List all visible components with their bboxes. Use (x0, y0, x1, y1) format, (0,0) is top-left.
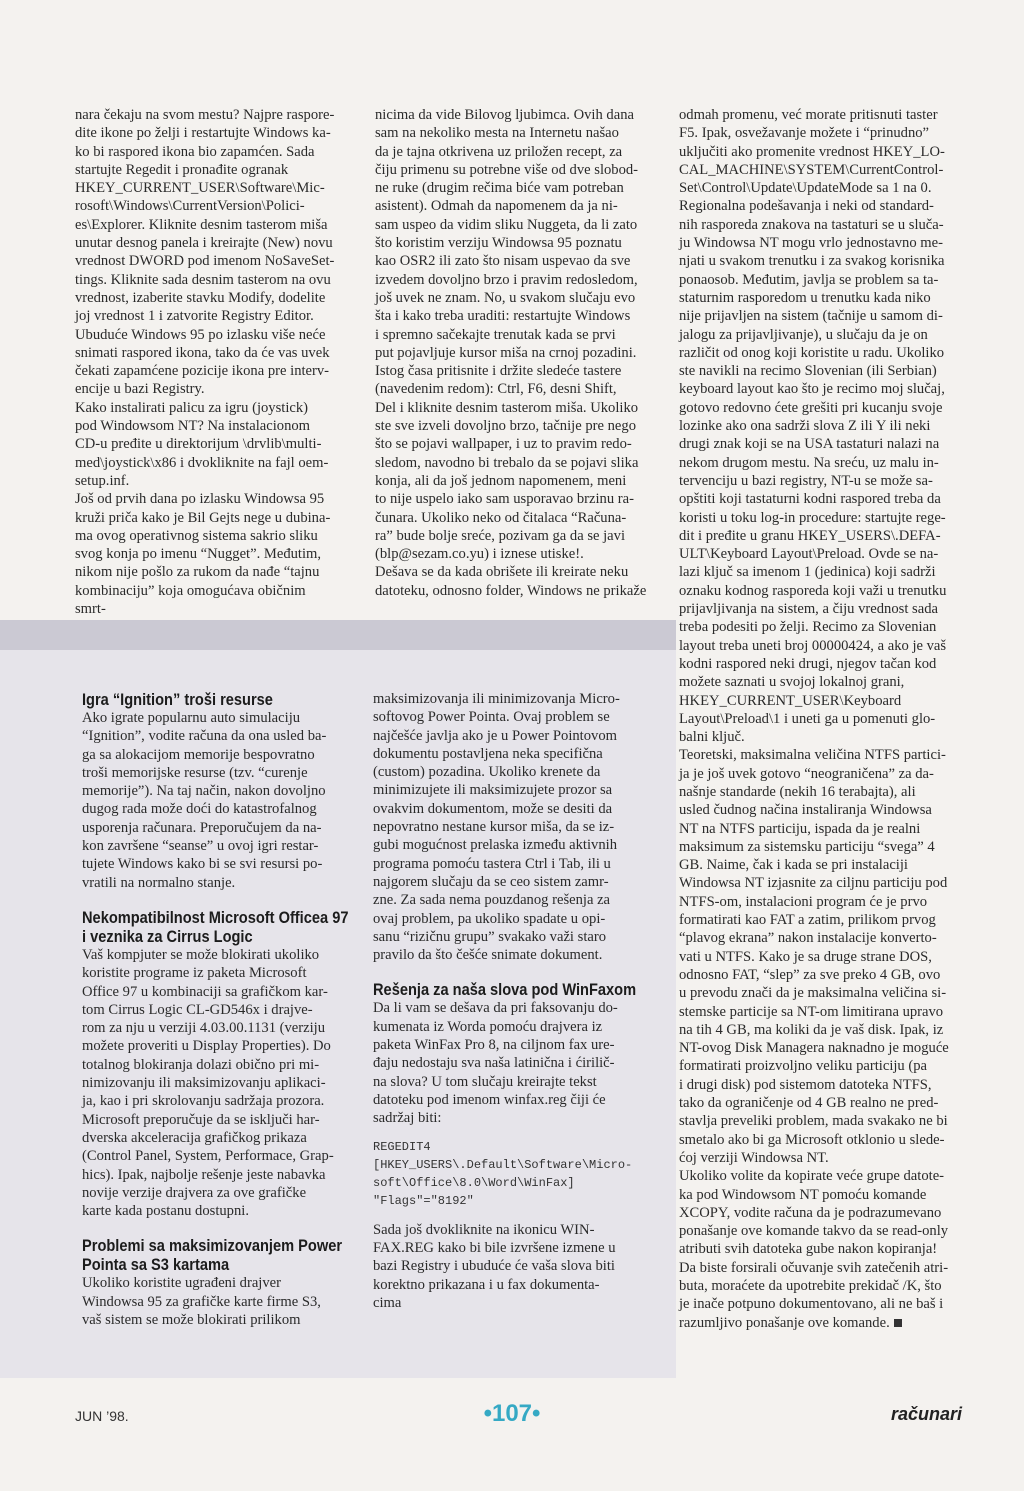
text-line: gubi mogućnost prelaska između aktivnih (373, 837, 617, 854)
text-line: datoteku, odnosno folder, Windows ne prikaže (375, 582, 647, 599)
text-line: karte kada postanu dostupni. (82, 1203, 249, 1220)
text-line: dugog rada može doći do katastrofalnog (82, 801, 317, 818)
text-line: totalnog blokiranja dolazi obično pri mi- (82, 1056, 320, 1073)
text-line: unutar desnog panela i kreirajte (New) novu (75, 235, 333, 252)
text-line: F5. Ipak, osvežavanje možete i “prinudno” (679, 125, 930, 142)
text-line: dverska akceleracija grafičkog prikaza (82, 1129, 307, 1146)
text-line: konja, ali da još jednom napomenem, meni (375, 472, 627, 489)
text-line: HKEY_CURRENT_USER\Keyboard (679, 692, 902, 709)
text-line: nicima da vide Bilovog ljubimca. Ovih dana (375, 107, 634, 123)
text-line: keyboard layout kao što je recimo moj slučaj, (679, 381, 945, 398)
text-line: ka pod Windowsom NT pomoću komande (679, 1186, 927, 1203)
text-line: vrednost DWORD pod imenom NoSaveSet- (75, 253, 335, 270)
text-line: novije verzije drajvera za ove grafičke (82, 1184, 307, 1201)
text-line: je inače potpuno dokumentovano, ali ne baš i (679, 1296, 944, 1313)
text-line: da je tajna otkrivena uz priložen recept, za (375, 143, 623, 160)
text-line: sledom, navodno bi trebalo da se pojavi slika (375, 454, 639, 471)
text-line: Windowsa 95 za grafičke karte firme S3, (82, 1293, 321, 1310)
text-line: kombinaciju” koja omogućava običnim smrt- (75, 582, 306, 618)
text-line: usporenja računara. Preporučujem da na- (82, 819, 322, 836)
text-line: u prevodu znači da je maksimalna veličina si- (679, 985, 947, 1002)
text-line: koristite programe iz paketa Microsoft (82, 965, 307, 982)
text-line: sanu “rizičnu grupu” svakako važi staro (373, 928, 607, 945)
text-line: najgorem slučaju da se ceo sistem zamr- (373, 873, 609, 890)
text-line: ja je još uvek gotovo “neograničena” za da- (679, 765, 934, 782)
text-line: našnje standarde (nekih 16 terabajta), ali (679, 783, 916, 800)
magazine-brand: računari (890, 1404, 962, 1424)
text-line: Sada još dvokliknite na ikonicu WIN- (373, 1221, 595, 1238)
text-line: ja, kao i pri skrolovanju sadržaja prozora. (82, 1093, 325, 1110)
text-line: šta i kako treba uraditi: restartujte Windows (375, 308, 631, 325)
text-line: koristi u toku log-in procedure: startujte rege- (679, 509, 946, 526)
text-line: FAX.REG kako bi bile izvršene izmene u (373, 1240, 616, 1257)
text-line: GB. Naime, čak i kada se pri instalaciji (679, 857, 908, 874)
text-line: CAL_MACHINE\SYSTEM\CurrentControl- (679, 161, 944, 178)
text-line: NT na NTFS particiju, ispada da je realni (679, 820, 921, 837)
text-line: Da biste forsirali očuvanje svih zatečenih atri- (679, 1259, 949, 1276)
text-line: nimizovanju ili maksimizovanju aplikaci- (82, 1075, 326, 1092)
text-line: (Control Panel, System, Performace, Grap- (82, 1148, 334, 1165)
text-line: kon završene “seanse” u ovoj igri restar- (82, 838, 319, 855)
text-line: Vaš kompjuter se može blokirati ukoliko (82, 946, 320, 963)
text-line: layout treba uneti broj 00000424, a ako je vaš (679, 637, 947, 654)
text-line: Ubuduće Windows 95 po izlasku više neće (75, 326, 326, 343)
text-line: (navedenim redom): Ctrl, F6, desni Shift, (375, 381, 617, 398)
text-line: balni ključ. (679, 729, 745, 746)
text-line: ovaj problem, pa ukoliko spadate u opi- (373, 910, 606, 927)
text-line: bazi Registry i ubuduće će vaša slova biti (373, 1258, 615, 1275)
text-line: oznaku kodnog rasporeda koji važi u trenutku (679, 582, 947, 599)
text-line: maksimum za sistemsku particiju “svega” 4 (679, 838, 935, 855)
text-line: Kako instalirati palicu za igru (joystick) (75, 399, 309, 416)
text-line: i drugi disk) pod sistemom datoteka NTFS, (679, 1076, 932, 1093)
text-line: (blp@sezam.co.yu) i iznese utiske!. (375, 546, 584, 563)
text-line: “Ignition”, vodite računa da ona usled ba- (82, 728, 327, 745)
text-line: ko bi raspored ikona bio zapamćen. Sada (75, 143, 315, 160)
text-line: atributi svih datoteka gube nakon kopiranja! (679, 1241, 938, 1258)
text-line: [HKEY_USERS\.Default\Software\Micro- (373, 1157, 633, 1172)
text-line: na slova? U tom slučaju kreirajte tekst (373, 1073, 597, 1090)
text-line: uključiti ako promenite vrednost HKEY_LO- (679, 143, 945, 160)
text-line: dite ikone po želji i restartujte Windows ka- (75, 125, 331, 142)
text-line: HKEY_CURRENT_USER\Software\Mic- (75, 180, 325, 197)
text-line: joj vrednost 1 i zatvorite Registry Editor. (75, 308, 314, 325)
text-line: maksimizovanja ili minimizovanja Micro- (373, 691, 620, 707)
text-line: (custom) pozadina. Ukoliko krenete da (373, 764, 601, 781)
text-line: Regionalna podešavanja i neki od standard- (679, 198, 934, 215)
text-line: Teoretski, maksimalna veličina NTFS partici- (679, 747, 946, 764)
page-number: •107• (483, 1400, 541, 1427)
text-line: pravilo da što češće snimate dokument. (373, 947, 603, 964)
text-line: kao OSR2 ili zato što nisam uspevao da sve (375, 253, 631, 270)
text-line: rom za nju u verziji 4.03.00.1131 (verziju (82, 1020, 326, 1037)
text-line: setup.inf. (75, 472, 130, 489)
text-line: lozinke ako ona sadrži slova Z ili Y ili neki (679, 418, 931, 435)
text-line: to nije uspelo iako sam usporavao brzinu ra- (375, 491, 634, 508)
text-line: prijavljivanja na sistem, a čiju vrednost sada (679, 601, 938, 618)
heading-ignition: Igra “Ignition” troši resurse (82, 690, 273, 709)
text-line: Set\Control\Update\UpdateMode sa 1 na 0. (679, 180, 932, 197)
text-line: Windowsa NT izjasnite za ciljnu particiju pod (679, 875, 948, 892)
text-line: med\joystick\x86 i dvokliknite na fajl oem- (75, 454, 329, 471)
text-line: dit i pređite u granu HKEY_USERS\.DEFA- (679, 527, 941, 544)
text-line: svog konja po imenu “Nugget”. Međutim, (75, 546, 322, 563)
text-line: formatirati kao FAT a zatim, prilikom prvog (679, 912, 936, 929)
text-line: vratili na normalno stanje. (82, 874, 236, 891)
text-line: odmah promenu, već morate pritisnuti taster (679, 107, 938, 123)
sidebar-column-1 (82, 690, 350, 1329)
text-line: kumenata iz Worda pomoću drajvera iz (373, 1018, 603, 1035)
text-line: ste navikli na recimo Slovenian (ili Serbian) (679, 363, 937, 380)
text-line: različit od onog koji koristite u radu. Ukoliko (679, 344, 945, 361)
text-line: zne. Za sada nema pouzdanog rešenja za (373, 892, 611, 909)
text-line: čekati zapamćene pozicije ikona pre interv- (75, 363, 330, 380)
text-line: soft\Office\8.0\Word\WinFax] (373, 1176, 575, 1191)
text-line: nara čekaju na svom mestu? Najpre raspore- (75, 107, 335, 123)
text-line: đaju nedostaju sva naša latinična i ćirilič- (373, 1055, 615, 1072)
text-line: NT-ovog Disk Managera naknadno je moguće (679, 1040, 949, 1057)
text-line: Dešava se da kada obrišete ili kreirate neku (375, 564, 629, 581)
text-line: razumljivo ponašanje ove komande. (679, 1314, 961, 1332)
text-line: kodni raspored neki drugi, njegov tačan kod (679, 655, 937, 672)
text-line: startujte Regedit i pronađite ogranak (75, 161, 289, 178)
text-line: tom Cirrus Logic CL-GD546x i drajve- (82, 1001, 313, 1018)
text-line: softovog Power Pointa. Ovaj problem se (373, 709, 610, 726)
text-line: rosoft\Windows\CurrentVersion\Polici- (75, 198, 305, 215)
text-line: programa pomoću tastera Ctrl i Tab, ili u (373, 855, 611, 872)
text-line: smetalo ako bi ga Microsoft otklonio u slede- (679, 1131, 945, 1148)
issue-date: JUN ’98. (75, 1408, 129, 1424)
text-line: buta, moraćete da upotrebite prekidač /K, što (679, 1278, 942, 1294)
text-line: izvedem dovoljno brzo i pravim redosledom, (375, 271, 638, 288)
text-line: korektno prikazana i u fax dokumenta- (373, 1276, 600, 1293)
text-line: tako da ograničenje od 4 GB realno ne pred- (679, 1095, 939, 1112)
text-line: put pojavljuje kursor miša na crnoj pozadini. (375, 344, 637, 361)
text-line: što se pojavi wallpaper, i uz to pravim redo- (375, 436, 632, 453)
column-3 (679, 106, 961, 1332)
text-line: Office 97 u kombinaciji sa grafičkom kar- (82, 983, 328, 1000)
text-line: vati u NTFS. Kako je sa druge strane DOS, (679, 948, 932, 965)
text-line: lazi ključ sa imenom 1 (jedinica) koji sadrži (679, 564, 936, 581)
text-line: snimati raspored ikona, tako da će vas uvek (75, 344, 330, 361)
text-line: ne ruke (drugim rečima biće vam potreban (375, 180, 624, 197)
text-line: formatirati proizvoljno veliku particiju (pa (679, 1058, 928, 1075)
text-line: sadržaj biti: (373, 1110, 442, 1127)
text-line: ovakvim dokumentom, može se desiti da (373, 800, 613, 817)
text-line: Layout\Preload\1 i uneti ga u pomenuti glo- (679, 710, 936, 727)
text-line: staturnim rasporedom u trenutku kada niko (679, 289, 931, 306)
text-line: čunara. Ukoliko neko od čitalaca “Računa- (375, 509, 627, 526)
text-line: stemske particije sa NT-om limitirana upravo (679, 1003, 944, 1020)
text-line: sam uspeo da vidim sliku Nuggeta, da li zato (375, 216, 638, 233)
text-line: ponašanje ove komande takvo da se read-only (679, 1223, 949, 1240)
text-line: čiju primenu su potrebne više od dve slobod- (375, 161, 639, 178)
text-line: vaš sistem se može blokirati prilikom (82, 1312, 301, 1329)
text-line: nepovratno nestane kursor miša, da se iz- (373, 819, 615, 836)
sidebar-column-2 (373, 690, 653, 1312)
text-line: Ukoliko koristite ugrađeni drajver (82, 1275, 281, 1292)
text-line: pod Windowsom NT? Na instalacionom (75, 418, 311, 435)
text-line: datoteku pod imenom winfax.reg čiji će (373, 1091, 606, 1108)
text-line: Ako igrate popularnu auto simulaciju (82, 710, 301, 726)
text-line: "Flags"="8192" (373, 1194, 474, 1209)
text-line: vrednost, izaberite stavku Modify, dodelite (75, 289, 326, 306)
text-line: XCOPY, vodite računa da je podrazumevano (679, 1204, 942, 1221)
text-line: još uvek ne znam. No, u svakom slučaju evo (375, 289, 636, 306)
text-line: ra” bude bolje sreće, pozivam ga da se javi (375, 527, 626, 544)
text-line: Istog časa pritisnite i držite sledeće tastere (375, 363, 622, 380)
text-line: drugi znak koji se na USA tastaturi nalazi na (679, 436, 940, 453)
text-line: troši memorijske resurse (tzv. “curenje (82, 764, 308, 781)
text-line: kruži priča kako je Bil Gejts nege u dubina- (75, 509, 331, 526)
text-line: memorije”). Na taj način, nakon dovoljno (82, 783, 326, 800)
text-line: dokumentu postavljena neka specifična (373, 745, 603, 762)
text-line: odnosno FAT, “slep” za sve preko 4 GB, ovo (679, 966, 941, 983)
text-line: na tih 4 GB, ma koliki da je vaš disk. Ipak, iz (679, 1021, 944, 1038)
text-line: ULT\Keyboard Layout\Preload. Ovde se na- (679, 546, 939, 563)
text-line: nikom nije pošlo za rukom da nađe “tajnu (75, 564, 320, 581)
text-line: možete saznati u svojoj lokalnoj grani, (679, 674, 905, 691)
text-line: Još od prvih dana po izlasku Windowsa 95 (75, 491, 325, 508)
text-line: es\Explorer. Kliknite desnim tasterom miša (75, 216, 328, 233)
text-line: ste sve izveli dovoljno brzo, tačnije pre nego (375, 418, 636, 435)
text-line: ju Windowsa NT mogu vrlo jednostavno me- (679, 235, 943, 252)
text-line: što koristim verziju Windowsa 95 poznatu (375, 235, 622, 252)
heading-winfax: Rešenja za naša slova pod WinFaxom (373, 980, 637, 1000)
text-line: i spremno sačekajte trenutak kada se prvi (375, 326, 616, 343)
text-line: CD-u pređite u direktorijum \drvlib\multi- (75, 436, 322, 453)
text-line: njati u svakom trenutku i za svakog korisnika (679, 253, 945, 270)
text-line: nije prijavljen na sistem (tačnije u samom di- (679, 308, 943, 325)
text-line: Ukoliko volite da kopirate veće grupe datote- (679, 1168, 945, 1185)
text-line: NTFS-om, instalacioni program će je prvo (679, 893, 928, 910)
sidebar-band (0, 620, 676, 650)
text-line: najčešće javlja ako je u Power Pointovom (373, 727, 617, 744)
column-1 (75, 106, 337, 618)
text-line: “plavog ekrana” nakon instalacije konverto- (679, 930, 937, 947)
text-line: paketa WinFax Pro 8, na ciljnom fax ure- (373, 1037, 615, 1054)
text-line: cima (373, 1294, 402, 1311)
text-line: jalogu za prijavljivanje), u slučaju da je on (679, 326, 928, 343)
text-line: nih rasporeda znakova na tastaturi se u sluča- (679, 216, 944, 233)
text-line: Da li vam se dešava da pri faksovanju do- (373, 1000, 618, 1017)
text-line: Del i kliknite desnim tasterom miša. Ukoliko (375, 399, 639, 416)
text-line: ma ovog operativnog sistema sakrio sliku (75, 527, 318, 544)
text-line: tujete Windows kako bi se svi resursi po- (82, 856, 323, 873)
text-line: Microsoft preporučuje da se isključi har- (82, 1111, 320, 1128)
text-line: hics). Ipak, najbolje rešenje jeste nabavka (82, 1166, 326, 1183)
text-line: treba podesiti po želji. Recimo za Slovenian (679, 619, 937, 636)
text-line: tings. Kliknite sada desnim tasterom na ovu (75, 271, 331, 288)
text-line: možete proveriti u Display Properties). Do (82, 1038, 331, 1055)
text-line: encije u bazi Registry. (75, 381, 205, 398)
text-line: gotovo redovno ćete grešiti pri kucanju svoje (679, 399, 943, 416)
heading-office97-cirrus: Nekompatibilnost Microsoft Officea 97 i veznika za Cirrus Logic (82, 907, 349, 946)
column-2 (375, 106, 657, 600)
text-line: sam na nekoliko mesta na Internetu našao (375, 125, 619, 142)
text-line: nekom drugom mestu. Na sreću, uz malu in- (679, 454, 939, 471)
text-line: usled čudnog načina instaliranja Windowsa (679, 802, 932, 819)
text-line: opštiti koji tastaturni kodni raspored treba da (679, 491, 941, 508)
text-line: ponaosob. Međutim, javlja se problem sa ta- (679, 271, 939, 288)
text-line: tervenciju u bazi registry, NT-u se može sa- (679, 472, 933, 489)
text-line: asistent). Odmah da napomenem da ja ni- (375, 198, 618, 215)
text-line: ćoj verziji Windowsa NT. (679, 1149, 829, 1166)
text-line: stavlja preveliki problem, mada svakako ne bi (679, 1113, 948, 1130)
text-line: ga sa alokacijom memorije bespovratno (82, 746, 315, 763)
end-of-article-mark (894, 1319, 902, 1327)
text-line: minimizujete ili maksimizujete prozor sa (373, 782, 613, 799)
heading-powerpoint-s3: Problemi sa maksimizovanjem Power Pointa sa S3 kartama (82, 1236, 343, 1275)
text-line: REGEDIT4 (373, 1139, 431, 1154)
